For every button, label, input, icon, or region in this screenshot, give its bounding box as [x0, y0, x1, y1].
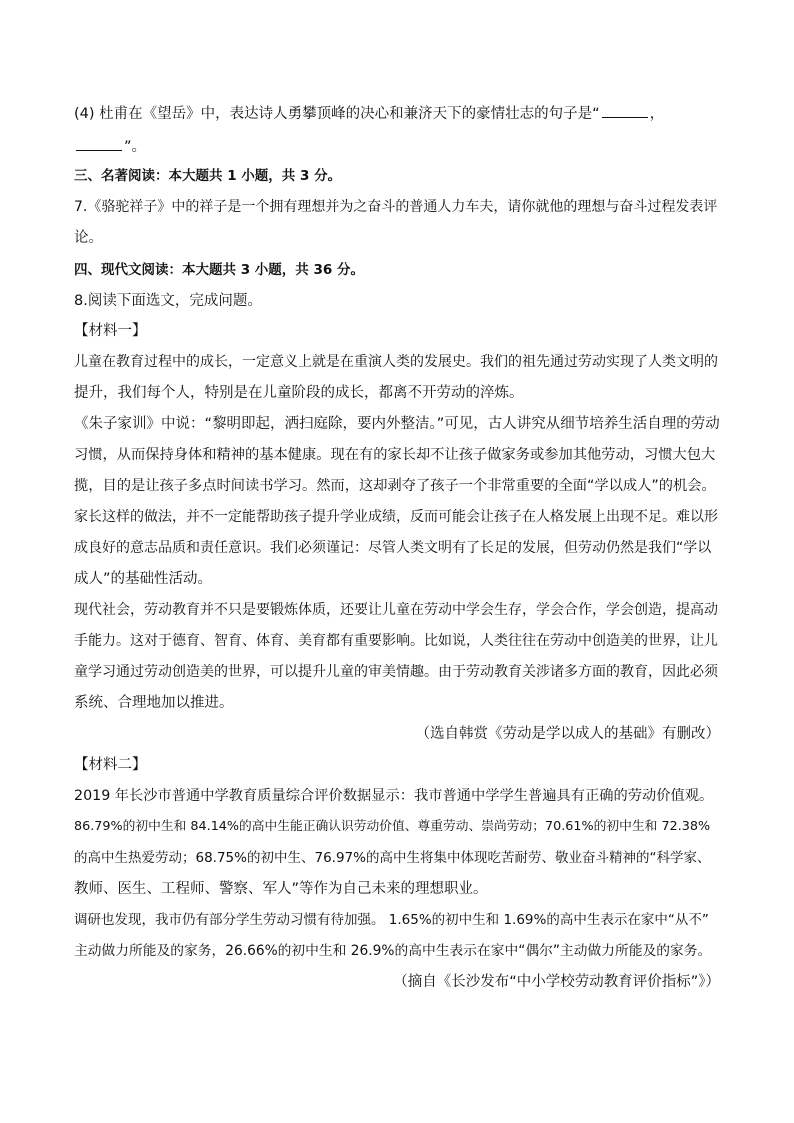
material-2-line: 的高中生热爱劳动；68.75%的初中生、76.97%的高中生将集中体现吃苦耐劳、敬业奋斗精神的“科学家、 [74, 850, 711, 866]
material-1-line: 成人”的基础性活动。 [74, 571, 213, 587]
answer-blank-1[interactable] [602, 103, 648, 118]
material-2-line: 86.79%的初中生和 84.14%的高中生能正确认识劳动价值、尊重劳动、崇尚劳动；70.61%的初中生和 72.38% [74, 819, 711, 834]
material-1-line: 家长这样的做法，并不一定能帮助孩子提升学业成绩，反而可能会让孩子在人格发展上出现不足。难以形 [74, 509, 718, 525]
material-1-line: 《朱子家训》中说：“黎明即起，洒扫庭除，要内外整洁。”可见，古人讲究从细节培养生活自理的劳动 [74, 416, 720, 432]
material-2-line: 主动做力所能及的家务，26.66%的初中生和 26.9%的高中生表示在家中“偶尔”主动做力所能及的家务。 [74, 943, 712, 959]
answer-blank-2[interactable] [76, 136, 122, 151]
material-1-line: 儿童在教育过程中的成长，一定意义上就是在重演人类的发展史。我们的祖先通过劳动实现了人类文明的 [74, 354, 718, 370]
question-4-comma: ， [649, 106, 665, 122]
question-4-closing: ”。 [124, 139, 147, 155]
question-8-intro: 8.阅读下面选文，完成问题。 [74, 293, 262, 309]
material-1-line: 系统、合理地加以推进。 [74, 695, 234, 711]
question-4-line-2 [74, 136, 720, 157]
material-2-line: 教师、医生、工程师、警察、军人”等作为自己未来的理想职业。 [74, 881, 488, 897]
material-1-source: （选自韩赏《劳动是学以成人的基础》有删改） [415, 726, 720, 742]
material-1-line: 现代社会，劳动教育并不只是要锻炼体质，还要让儿童在劳动中学会生存，学会合作，学会创造，提高动 [74, 602, 718, 618]
question-4-line-1 [74, 103, 720, 124]
material-1-line: 成良好的意志品质和责任意识。我们必须谨记：尽管人类文明有了长足的发展，但劳动仍然是我们“学以 [74, 540, 712, 556]
section-3-heading: 三、名著阅读：本大题共 1 小题，共 3 分。 [74, 168, 342, 184]
material-1-label: 【材料一】 [74, 323, 147, 339]
material-1-line: 手能力。这对于德育、智育、体育、美育都有重要影响。比如说，人类往往在劳动中创造美的世界，让儿 [74, 633, 718, 649]
section-4-heading: 四、现代文阅读：本大题共 3 小题，共 36 分。 [74, 262, 364, 278]
material-1-line: 童学习通过劳动创造美的世界，可以提升儿童的审美情趣。由于劳动教育关涉诸多方面的教育，因此必须 [74, 664, 718, 680]
question-7-line-2: 论。 [74, 230, 103, 246]
material-2-source: （摘自《长沙发布“中小学校劳动教育评价指标”》） [393, 974, 720, 990]
material-1-line: 揽，目的是让孩子多点时间读书学习。然而，这却剥夺了孩子一个非常重要的全面“学以成人”的机会。 [74, 478, 716, 494]
material-2-line: 调研也发现，我市仍有部分学生劳动习惯有待加强。 1.65%的初中生和 1.69%的高中生表示在家中“从不” [74, 912, 709, 928]
question-7-line-1: 7.《骆驼祥子》中的祥子是一个拥有理想并为之奋斗的普通人力车夫，请你就他的理想与奋斗过程发表评 [74, 199, 718, 215]
material-2-line: 2019 年长沙市普通中学教育质量综合评价数据显示：我市普通中学学生普遍具有正确的劳动价值观。 [74, 788, 714, 804]
material-2-label: 【材料二】 [74, 757, 147, 773]
material-1-line: 习惯，从而保持身体和精神的基本健康。现在有的家长却不让孩子做家务或参加其他劳动，习惯大包大 [74, 447, 716, 463]
question-4-text: (4) 杜甫在《望岳》中，表达诗人勇攀顶峰的决心和兼济天下的豪情壮志的句子是“ [74, 106, 600, 122]
material-1-line: 提升，我们每个人，特别是在儿童阶段的成长，都离不开劳动的淬炼。 [74, 385, 524, 401]
